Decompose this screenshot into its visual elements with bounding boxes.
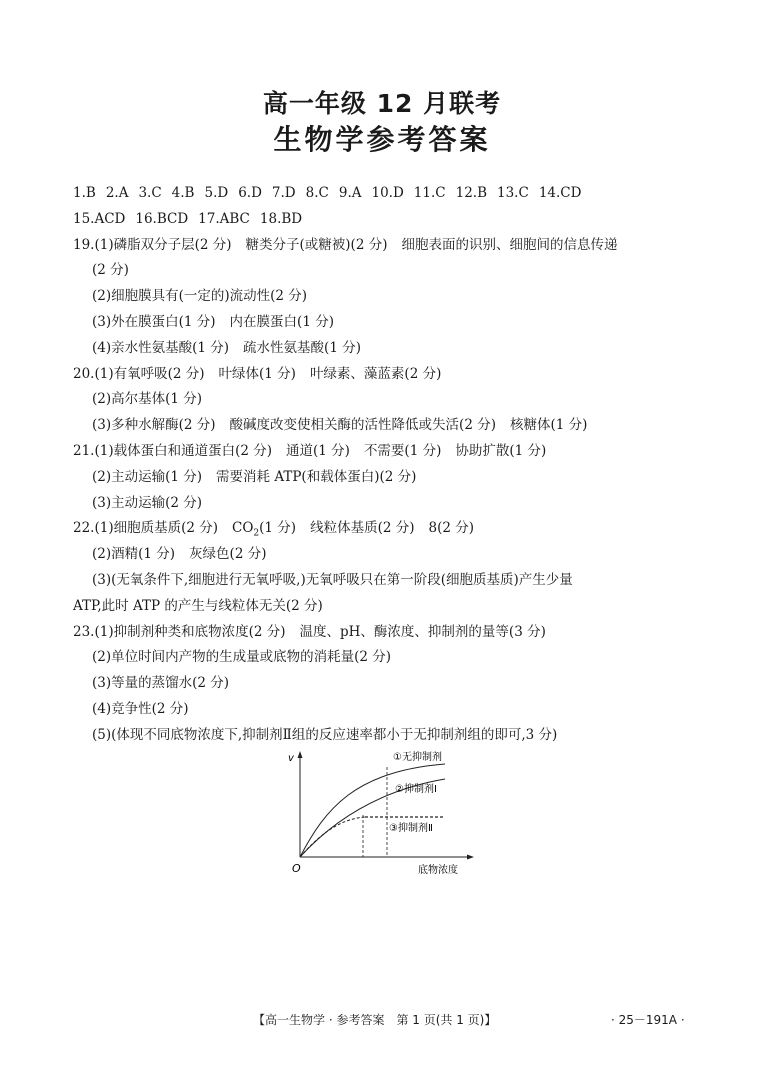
q19-line-1-cont: (2 分) xyxy=(92,262,129,279)
page-footer: 【高一生物学 · 参考答案 第 1 页(共 1 页)】 xyxy=(253,1013,497,1027)
answer-segment: (3)外在膜蛋白(1 分) xyxy=(92,313,216,330)
q20-line-2: (2)高尔基体(1 分) xyxy=(92,391,203,408)
answer-segment: 叶绿体(1 分) xyxy=(218,365,296,382)
mcq-row-1 xyxy=(73,181,703,207)
q21-line-3: (3)主动运输(2 分) xyxy=(92,494,203,511)
answer-segment: 协助扩散(1 分) xyxy=(455,442,547,459)
co2-text: CO xyxy=(232,520,254,537)
mcq-answer: 14.CD xyxy=(538,185,582,201)
mcq-answer: 7.D xyxy=(271,185,296,201)
answer-segment: 需要消耗 ATP(和载体蛋白)(2 分) xyxy=(216,468,417,485)
answer-segment: 灰绿色(2 分) xyxy=(189,546,267,563)
q21-line-1 xyxy=(73,439,703,465)
q23-line-1 xyxy=(73,620,703,646)
answer-segment: (2)酒精(1 分) xyxy=(92,546,176,563)
answer-content xyxy=(73,181,703,749)
mcq-answer: 9.A xyxy=(338,185,362,201)
x-axis-arrow xyxy=(467,855,474,860)
mcq-answer: 12.B xyxy=(455,185,487,201)
answer-segment: 疏水性氨基酸(1 分) xyxy=(243,339,361,356)
series-label-2: ②抑制剂Ⅰ xyxy=(395,784,437,795)
answer-segment: 19.(1)磷脂双分子层(2 分) xyxy=(73,236,232,253)
answer-segment: (3)多种水解酶(2 分) xyxy=(92,417,216,434)
answer-segment: 23.(1)抑制剂种类和底物浓度(2 分) xyxy=(73,623,286,640)
page-code: · 25－191A · xyxy=(611,1013,685,1027)
answer-segment: 温度、pH、酶浓度、抑制剂的量等(3 分) xyxy=(299,623,546,640)
mcq-answer: 6.D xyxy=(238,185,262,201)
mcq-answer: 13.C xyxy=(497,185,529,201)
answer-segment: 细胞表面的识别、细胞间的信息传递 xyxy=(401,236,618,253)
q19-line-4 xyxy=(73,336,703,362)
y-axis-label: v xyxy=(288,753,294,764)
y-axis-arrow xyxy=(298,751,303,758)
answer-segment: 叶绿素、藻蓝素(2 分) xyxy=(309,365,442,382)
chart-svg xyxy=(285,749,485,879)
q19-line-2: (2)细胞膜具有(一定的)流动性(2 分) xyxy=(92,288,308,305)
q22-line-2 xyxy=(73,542,703,568)
answer-segment: (2)主动运输(1 分) xyxy=(92,468,203,485)
q19-line-1 xyxy=(73,233,703,259)
answer-segment: 核糖体(1 分) xyxy=(509,417,588,434)
series-label-3: ③抑制剂Ⅱ xyxy=(389,823,433,834)
answer-segment: 通道(1 分) xyxy=(286,442,350,459)
mcq-answer: 16.BCD xyxy=(135,210,189,227)
answer-segment: 线粒体基质(2 分) xyxy=(310,520,415,537)
series-label-1: ①无抑制剂 xyxy=(393,752,442,763)
mcq-answer: 15.ACD xyxy=(73,210,126,227)
answer-segment-co2 xyxy=(232,520,297,540)
co2-subscript: 2 xyxy=(253,529,260,540)
mcq-answer: 4.B xyxy=(171,185,195,201)
page-title: 高一年级 12 月联考 xyxy=(262,89,502,118)
q20-line-1 xyxy=(73,362,703,388)
answer-segment: 糖类分子(或糖被)(2 分) xyxy=(245,236,388,253)
mcq-answer: 2.A xyxy=(105,185,129,201)
mcq-answer: 18.BD xyxy=(259,210,303,227)
series-curve-3 xyxy=(300,817,365,857)
answer-segment: 酸碱度改变使相关酶的活性降低或失活(2 分) xyxy=(229,417,496,434)
mcq-answer: 10.D xyxy=(371,185,404,201)
q22-line-1 xyxy=(73,516,703,542)
answer-segment: 内在膜蛋白(1 分) xyxy=(229,313,334,330)
q23-line-4: (4)竞争性(2 分) xyxy=(92,700,189,717)
q20-line-3 xyxy=(73,413,703,439)
answer-segment: 21.(1)载体蛋白和通道蛋白(2 分) xyxy=(73,442,273,459)
q22-line-3-cont: ATP,此时 ATP 的产生与线粒体无关(2 分) xyxy=(73,597,323,614)
answer-segment: 22.(1)细胞质基质(2 分) xyxy=(73,520,219,537)
page-subtitle: 生物学参考答案 xyxy=(273,123,491,156)
answer-segment: 不需要(1 分) xyxy=(363,442,442,459)
answer-segment: (4)亲水性氨基酸(1 分) xyxy=(92,339,230,356)
mcq-row-2 xyxy=(73,207,703,233)
q21-line-2 xyxy=(73,465,703,491)
enzyme-rate-chart xyxy=(285,749,485,879)
x-axis-label: 底物浓度 xyxy=(418,865,458,876)
q23-line-2: (2)单位时间内产物的生成量或底物的消耗量(2 分) xyxy=(92,649,392,666)
mcq-answer: 11.C xyxy=(413,185,446,201)
mcq-answer: 1.B xyxy=(73,185,96,201)
co2-score: (1 分) xyxy=(259,520,297,537)
mcq-answer: 3.C xyxy=(138,185,162,201)
q19-line-3 xyxy=(73,310,703,336)
q23-line-5: (5)(体现不同底物浓度下,抑制剂Ⅱ组的反应速率都小于无抑制剂组的即可,3 分) xyxy=(92,726,558,743)
q22-line-3: (3)(无氧条件下,细胞进行无氧呼吸,)无氧呼吸只在第一阶段(细胞质基质)产生少量 xyxy=(92,571,573,588)
mcq-answer: 17.ABC xyxy=(198,210,250,227)
q23-line-3: (3)等量的蒸馏水(2 分) xyxy=(92,675,230,692)
origin-label: O xyxy=(292,862,301,875)
mcq-answer: 8.C xyxy=(305,185,329,201)
mcq-answer: 5.D xyxy=(204,185,229,201)
answer-segment: 20.(1)有氧呼吸(2 分) xyxy=(73,365,205,382)
answer-segment: 8(2 分) xyxy=(428,520,475,537)
series-curve-1 xyxy=(300,764,445,857)
